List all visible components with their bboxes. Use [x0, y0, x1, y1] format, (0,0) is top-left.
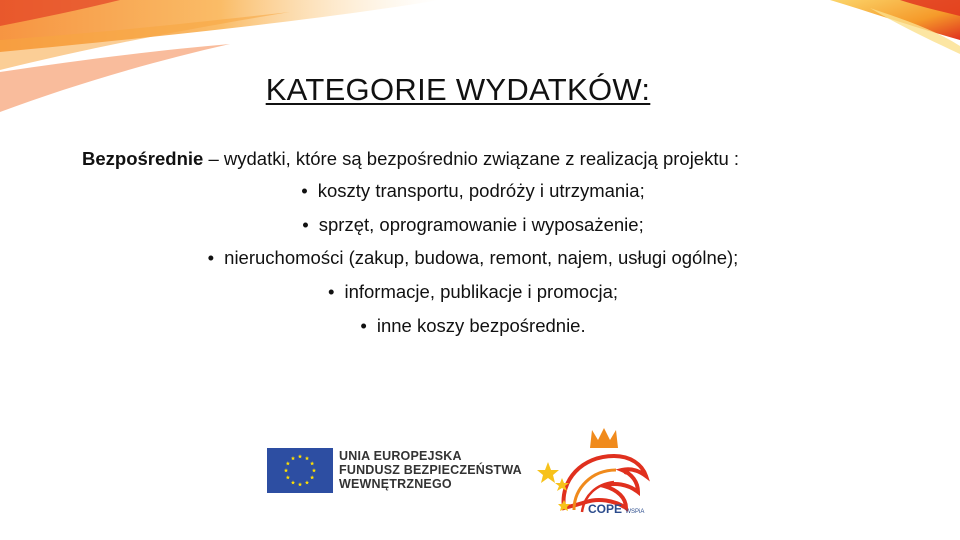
cope-logo-sub: WSPiA [625, 509, 645, 515]
cope-logo-name: COPE [588, 502, 623, 516]
bullet-item [0, 313, 946, 339]
bullet-marker: • [301, 180, 308, 201]
eu-logo-line: WEWNĘTRZNEGO [339, 477, 452, 491]
slide-title: KATEGORIE WYDATKÓW: [265, 72, 651, 107]
bullet-text: koszty transportu, podróży i utrzymania; [317, 180, 645, 201]
intro-bold-term: Bezpośrednie [82, 148, 204, 169]
bullet-item [0, 178, 946, 204]
eu-flag-icon [267, 448, 333, 493]
eu-logo-line: UNIA EUROPEJSKA [339, 449, 462, 463]
bullet-marker: • [302, 214, 309, 235]
bullet-text: nieruchomości (zakup, budowa, remont, najem, usługi ogólne); [224, 247, 739, 268]
bullet-marker: • [328, 281, 335, 302]
bullet-text: inne koszy bezpośrednie. [376, 315, 586, 336]
bullet-marker: • [207, 247, 215, 268]
bullet-text: sprzęt, oprogramowanie i wyposażenie; [318, 214, 644, 235]
intro-paragraph [82, 146, 739, 172]
eu-logo-text [339, 449, 522, 491]
cope-logo-label [588, 502, 644, 516]
bullet-item [0, 245, 946, 271]
intro-text: – wydatki, które są bezpośrednio związane z realizacją projektu : [203, 148, 740, 169]
eu-logo-line: FUNDUSZ BEZPIECZEŃSTWA [339, 463, 522, 477]
bullet-text: informacje, publikacje i promocja; [344, 281, 618, 302]
bullet-item [0, 279, 946, 305]
bullet-marker: • [360, 315, 367, 336]
bullet-item [0, 212, 946, 238]
